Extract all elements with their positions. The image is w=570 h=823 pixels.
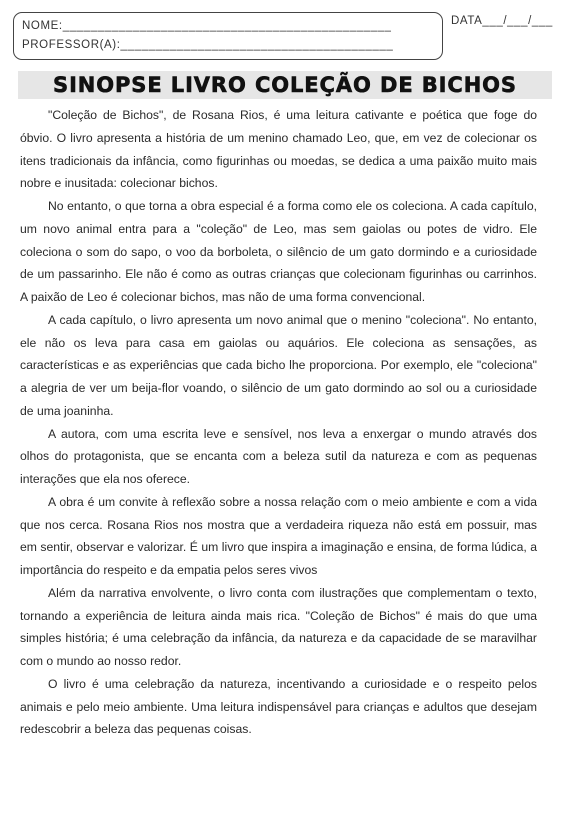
page-title: SINOPSE LIVRO COLEÇÃO DE BICHOS: [53, 73, 517, 97]
paragraph-6: Além da narrativa envolvente, o livro conta com ilustrações que complementam o texto, tornando a experiência de leitura ainda mais rica. "Coleção de Bichos" é mais do que uma simples história; é uma celebração da infância, da natureza e da capacidade de se maravilhar com o mundo ao nosso redor.: [20, 585, 537, 668]
paragraph-7: O livro é uma celebração da natureza, incentivando a curiosidade e o respeito pelos animais e pelo meio ambiente. Uma leitura indispensável para crianças e adultos que desejam redescobrir a beleza das pequenas coisas.: [20, 676, 537, 737]
paragraph-5: A obra é um convite à reflexão sobre a nossa relação com o meio ambiente e com a vida que nos cerca. Rosana Rios nos mostra que a verdadeira riqueza não está em possuir, mas em sentir, observar e valorizar. É um livro que inspira a imaginação e ensina, de forma lúdica, a importância do respeito e da empatia pelos seres vivos: [20, 494, 537, 577]
paragraph-1: "Coleção de Bichos", de Rosana Rios, é uma leitura cativante e poética que foge do óbvio. O livro apresenta a história de um menino chamado Leo, que, em vez de colecionar os itens tradicionais da infância, como figurinhas ou moedas, se dedica a uma paixão muito mais nobre e inusitada: colecionar bichos.: [20, 108, 537, 191]
professor-field[interactable]: PROFESSOR(A):_______________________________________: [22, 39, 394, 51]
paragraph-3: A cada capítulo, o livro apresenta um novo animal que o menino "coleciona". No entanto, ele não os leva para casa em gaiolas ou aquários. Ele coleciona as sensações, as características e as experiências que cada bicho lhe proporciona. Por exemplo, ele "coleciona" a alegria de ver um beija-flor voando, o silêncio de um gato dormindo ao sol ou a curiosidade de uma joaninha.: [20, 312, 537, 418]
paragraph-2: No entanto, o que torna a obra especial é a forma como ele os coleciona. A cada capítulo, um novo animal entra para a "coleção" de Leo, mas sem gaiolas ou potes de vidro. Ele coleciona o som do sapo, o voo da borboleta, o silêncio de um gato dormindo e a curiosidade de um passarinho. Ele não é como as outras crianças que colecionam figurinhas ou carrinhos. A paixão de Leo é colecionar bichos, mas não de uma forma convencional.: [20, 199, 537, 304]
date-field[interactable]: DATA___/___/___: [451, 15, 553, 27]
student-info-box: [13, 12, 443, 60]
nome-field[interactable]: NOME:_______________________________________________: [22, 20, 392, 32]
paragraph-4: A autora, com uma escrita leve e sensível, nos leva a enxergar o mundo através dos olhos do protagonista, que se encanta com a beleza sutil da natureza e com as pequenas interações que ela nos oferece.: [20, 426, 537, 486]
synopsis-text: [20, 104, 537, 741]
title-band: [18, 71, 552, 99]
